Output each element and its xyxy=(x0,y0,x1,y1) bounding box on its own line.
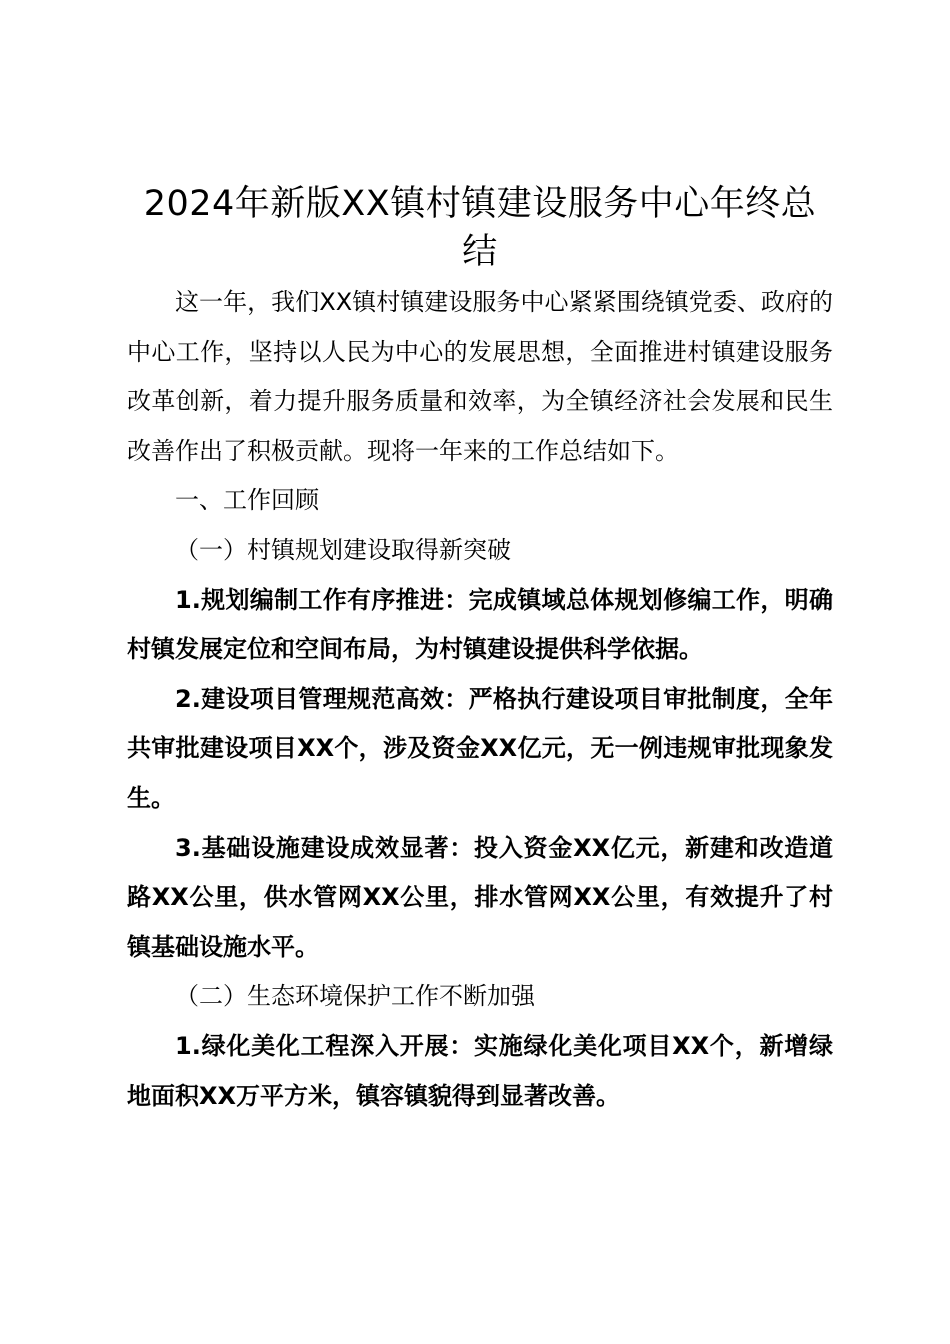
subsection-heading-ecology: （二）生态环境保护工作不断加强 xyxy=(175,982,535,1011)
item-greening: 1.绿化美化工程深入开展：实施绿化美化项目XX个，新增绿地面积XX万平方米，镇容镇貌得到显著改善。 xyxy=(127,1031,833,1110)
subsection-heading-planning: （一）村镇规划建设取得新突破 xyxy=(175,535,511,564)
section-heading-review: 一、工作回顾 xyxy=(175,486,319,515)
intro-paragraph: 这一年，我们XX镇村镇建设服务中心紧紧围绕镇党委、政府的中心工作，坚持以人民为中心的发展思想，全面推进村镇建设服务改革创新，着力提升服务质量和效率，为全镇经济社会发展和民生改善作出了积极贡献。现将一年来的工作总结如下。 xyxy=(127,288,833,465)
document-title: 2024年新版XX镇村镇建设服务中心年终总结 xyxy=(143,184,817,272)
document-page xyxy=(127,180,833,1121)
item-project-management: 2.建设项目管理规范高效：严格执行建设项目审批制度，全年共审批建设项目XX个，涉及资金XX亿元，无一例违规审批现象发生。 xyxy=(127,684,833,812)
item-planning-compilation: 1.规划编制工作有序推进：完成镇域总体规划修编工作，明确村镇发展定位和空间布局，为村镇建设提供科学依据。 xyxy=(127,585,833,664)
item-infrastructure: 3.基础设施建设成效显著：投入资金XX亿元，新建和改造道路XX公里，供水管网XX公里，排水管网XX公里，有效提升了村镇基础设施水平。 xyxy=(127,833,833,961)
